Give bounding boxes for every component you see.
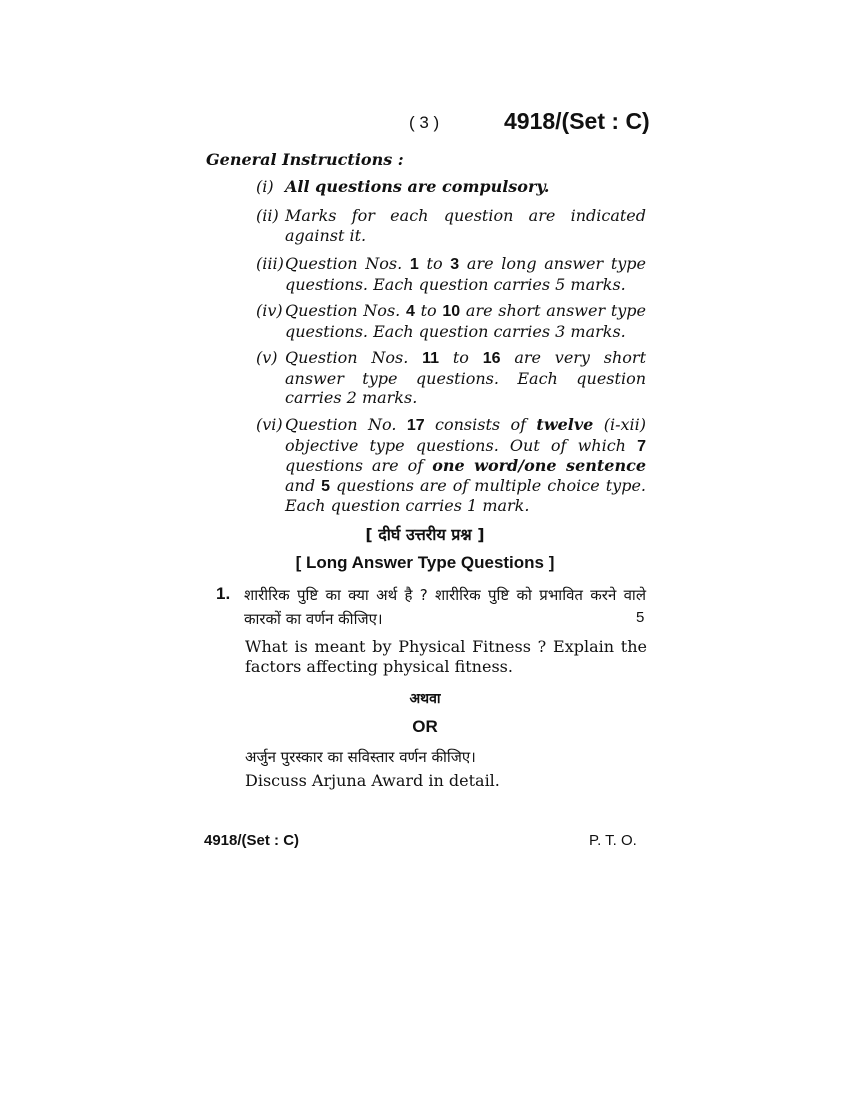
instruction-item — [256, 177, 646, 197]
question-range-number: 4 — [405, 303, 415, 320]
question-text-hindi: शारीरिक पुष्टि का क्या अर्थ है ? शारीरिक पुष्टि को प्रभावित करने वाले कारकों का वर्णन कीजिए। — [244, 586, 646, 628]
question-range-number: 1 — [409, 256, 419, 273]
alternative-question-hindi: अर्जुन पुरस्कार का सविस्तार वर्णन कीजिए। — [245, 748, 476, 766]
question-range-number: 17 — [406, 417, 425, 434]
instruction-number: (i) — [256, 177, 274, 196]
instruction-number: (v) — [256, 348, 278, 367]
question-number: 1. — [216, 584, 231, 603]
please-turn-over: P. T. O. — [589, 832, 637, 849]
question-range-number: 5 — [321, 477, 331, 495]
question-range-number: 7 — [637, 437, 646, 455]
instruction-text: Question Nos. 11 to 16 are very short answer type questions. Each question carries 2 marks. — [285, 348, 647, 407]
section-title-hindi: [ दीर्घ उत्तरीय प्रश्न ] — [365, 525, 485, 544]
question-range-number: 11 — [422, 350, 440, 367]
question-range-number: 16 — [482, 350, 501, 367]
question-text-english: What is meant by Physical Fitness ? Explain the factors affecting physical fitness. — [245, 637, 647, 676]
instruction-number: (iv) — [256, 301, 283, 320]
instruction-text: Marks for each question are indicated against it. — [285, 206, 646, 245]
question-range-number: 3 — [450, 256, 460, 273]
set-code-footer: 4918/(Set : C) — [204, 832, 300, 849]
instruction-number: (vi) — [256, 415, 283, 434]
instruction-text: Question Nos. 4 to 10 are short answer type questions. Each question carries 3 marks. — [285, 301, 647, 341]
instruction-text: Question No. 17 consists of twelve (i-xii) objective type questions. Out of which 7 questions are of one word/one sentence and 5 questions are of multiple choice type. Each question carries 1 mark. — [285, 415, 647, 515]
instruction-text: Question Nos. 1 to 3 are long answer type questions. Each question carries 5 marks. — [285, 254, 647, 294]
general-instructions-title: General Instructions : — [206, 150, 404, 169]
question-marks: 5 — [636, 609, 645, 626]
alternative-question-english: Discuss Arjuna Award in detail. — [245, 771, 500, 790]
or-separator-hindi: अथवा — [409, 691, 441, 707]
page-number: ( 3 ) — [409, 113, 440, 132]
instruction-item — [256, 348, 646, 408]
instruction-item — [256, 415, 646, 516]
or-separator-english: OR — [412, 717, 438, 736]
instruction-item — [256, 254, 646, 294]
section-title-english: [ Long Answer Type Questions ] — [295, 553, 555, 572]
instruction-number: (ii) — [256, 206, 279, 225]
emphasis-text: one word/one sentence — [432, 456, 647, 475]
emphasis-text: twelve — [536, 415, 594, 434]
set-code-header: 4918/(Set : C) — [504, 108, 650, 134]
instruction-item — [256, 301, 646, 341]
instruction-number: (iii) — [256, 254, 284, 273]
instruction-item — [256, 206, 646, 245]
question-range-number: 10 — [442, 303, 461, 320]
instruction-text — [285, 177, 646, 197]
emphasis-text: All questions are compulsory. — [285, 177, 550, 196]
